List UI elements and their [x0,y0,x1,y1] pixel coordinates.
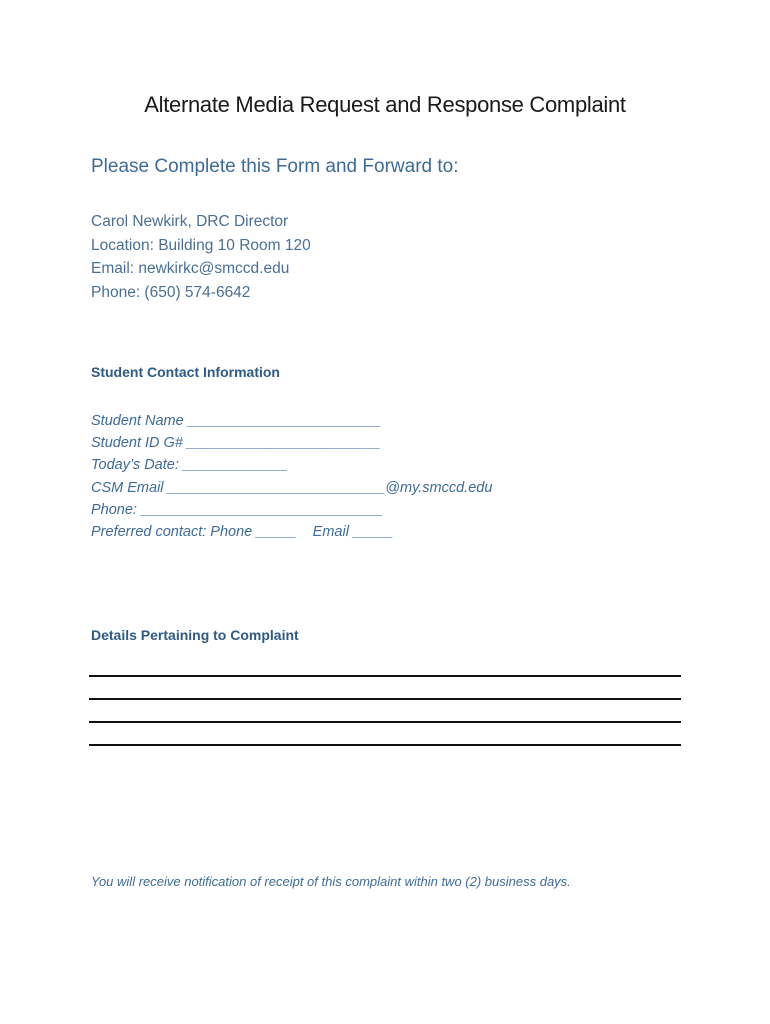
form-title: Alternate Media Request and Response Complaint [144,92,626,117]
phone-field[interactable]: Phone: ______________________________ [91,501,383,518]
director-email: Email: newkirkc@smccd.edu [91,260,290,277]
receipt-notice: You will receive notification of receipt of this complaint within two (2) business days. [91,874,571,889]
director-name: Carol Newkirk, DRC Director [91,213,289,230]
csm-email-field[interactable]: CSM Email ___________________________@my.smccd.edu [91,479,493,496]
complaint-details-line[interactable] [89,675,681,677]
director-phone: Phone: (650) 574-6642 [91,283,251,301]
director-location: Location: Building 10 Room 120 [91,236,311,254]
director-contact-block [91,210,311,304]
student-id-field[interactable]: Student ID G# ________________________ [91,435,381,452]
complaint-details-line[interactable] [89,698,681,700]
forward-heading: Please Complete this Form and Forward to: [91,156,459,177]
todays-date-field[interactable]: Today’s Date: _____________ [91,457,288,474]
complaint-details-heading: Details Pertaining to Complaint [91,627,299,643]
student-name-field[interactable]: Student Name ________________________ [91,413,382,429]
complaint-details-line[interactable] [89,721,681,723]
preferred-contact-field[interactable]: Preferred contact: Phone _____ Email _____ [91,524,394,541]
complaint-details-line[interactable] [89,744,681,746]
student-contact-heading: Student Contact Information [91,364,280,380]
student-fields [91,410,492,543]
